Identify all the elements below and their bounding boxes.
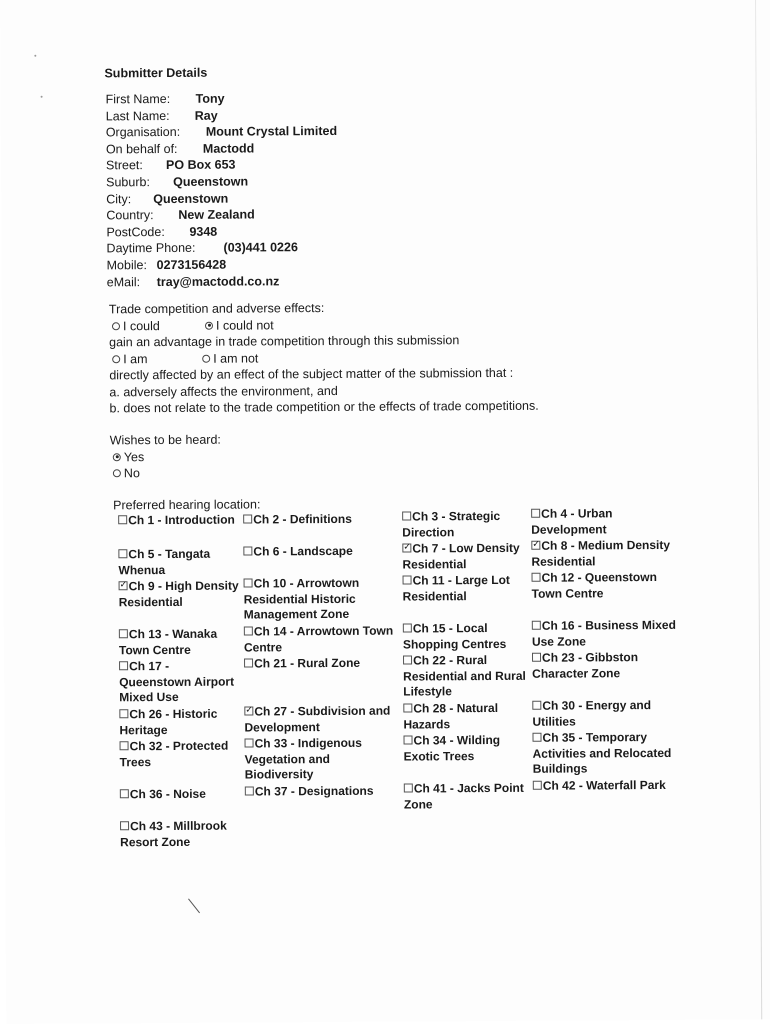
chapter-option[interactable] — [119, 627, 244, 659]
detail-row — [106, 140, 337, 158]
chapter-option[interactable] — [533, 778, 683, 794]
chapter-label: Ch 14 - Arrowtown Town Centre — [243, 623, 394, 655]
checkbox[interactable] — [402, 543, 411, 552]
chapter-option[interactable] — [403, 621, 531, 653]
radio-button[interactable] — [113, 453, 121, 461]
detail-value: Mount Crystal Limited — [205, 124, 338, 139]
detail-value: (03)441 0226 — [223, 240, 298, 255]
detail-row — [107, 272, 338, 290]
detail-row — [106, 90, 337, 108]
detail-value: tray@mactodd.co.nz — [156, 273, 280, 289]
detail-value: Queenstown — [153, 191, 229, 206]
chapter-option[interactable] — [119, 579, 244, 611]
detail-value: PO Box 653 — [165, 157, 236, 173]
heard-options — [110, 448, 221, 482]
chapter-label: Ch 22 - Rural Residential and Rural Lifestyle — [403, 653, 526, 699]
chapter-label: Ch 3 - Strategic Direction — [402, 508, 501, 540]
detail-row — [106, 223, 337, 241]
detail-label: Last Name: — [105, 108, 170, 123]
checkbox[interactable] — [531, 509, 540, 518]
chapter-option[interactable] — [403, 701, 531, 733]
detail-row — [106, 123, 337, 141]
radio-button[interactable] — [112, 322, 120, 330]
heard-title: Wishes to be heard: — [109, 432, 221, 448]
radio-button[interactable] — [202, 354, 210, 362]
directly-text: directly affected by an effect of the subject matter of the submission that : — [109, 365, 514, 383]
checkbox[interactable] — [532, 733, 541, 742]
chapter-label: Ch 27 - Subdivision and Development — [244, 703, 391, 735]
checkbox[interactable] — [119, 581, 128, 590]
chapter-option[interactable] — [243, 512, 393, 528]
checkbox[interactable] — [243, 514, 252, 523]
checkbox[interactable] — [243, 546, 252, 555]
chapter-option[interactable] — [402, 509, 530, 541]
checkbox[interactable] — [244, 626, 253, 635]
detail-value: Queenstown — [173, 174, 249, 189]
scan-edge — [755, 0, 762, 1019]
scan-speck — [34, 55, 36, 57]
checkbox[interactable] — [532, 653, 541, 662]
checkbox[interactable] — [531, 541, 540, 550]
radio-option[interactable] — [112, 350, 202, 367]
radio-label: I am not — [213, 350, 259, 366]
checkbox[interactable] — [403, 575, 412, 584]
detail-row — [106, 156, 337, 174]
chapter-option[interactable] — [244, 656, 394, 672]
checkbox[interactable] — [532, 621, 541, 630]
checkbox[interactable] — [533, 781, 542, 790]
radio-label: I could — [122, 318, 160, 333]
chapter-label: Ch 23 - Gibbston Character Zone — [532, 650, 639, 681]
chapter-option[interactable] — [531, 570, 681, 602]
chapter-label: Ch 21 - Rural Zone — [254, 655, 361, 671]
chapter-option[interactable] — [402, 541, 530, 573]
radio-button[interactable] — [205, 321, 213, 329]
checkbox[interactable] — [532, 701, 541, 710]
chapter-label: Ch 30 - Energy and Utilities — [532, 698, 652, 729]
detail-row — [106, 206, 337, 224]
checkbox[interactable] — [118, 549, 127, 558]
chapter-label: Ch 2 - Definitions — [253, 511, 352, 527]
checkbox[interactable] — [120, 821, 129, 830]
chapter-option[interactable] — [531, 506, 681, 538]
chapter-option[interactable] — [532, 730, 682, 777]
radio-option[interactable] — [205, 317, 274, 334]
chapter-option[interactable] — [531, 538, 686, 570]
detail-row — [106, 173, 337, 191]
detail-row — [106, 239, 337, 257]
detail-label: Street: — [105, 158, 143, 173]
checkbox[interactable] — [402, 511, 411, 520]
checkbox[interactable] — [119, 629, 128, 638]
detail-label: Mobile: — [106, 258, 147, 273]
chapter-label: Ch 34 - Wilding Exotic Trees — [403, 732, 501, 764]
detail-label: On behalf of: — [105, 141, 178, 157]
chapter-option[interactable] — [532, 618, 682, 650]
chapter-label: Ch 28 - Natural Hazards — [403, 700, 499, 732]
chapter-option[interactable] — [118, 513, 243, 529]
chapter-label: Ch 17 - Queenstown Airport Mixed Use — [119, 658, 235, 705]
detail-label: Daytime Phone: — [106, 241, 196, 256]
section-heading: Submitter Details — [104, 65, 208, 81]
chapter-label: Ch 6 - Landscape — [253, 543, 353, 559]
chapter-label: Ch 8 - Medium Density Residential — [531, 537, 671, 569]
chapter-label: Ch 33 - Indigenous Vegetation and Biodiversity — [244, 735, 362, 782]
detail-label: eMail: — [106, 274, 141, 289]
chapter-option[interactable] — [118, 547, 243, 579]
detail-label: Suburb: — [106, 175, 150, 190]
radio-label: I could not — [215, 317, 274, 333]
detail-value: Tony — [195, 91, 225, 106]
chapter-label: Ch 12 - Queenstown Town Centre — [531, 569, 657, 601]
chapter-option[interactable] — [244, 624, 394, 656]
checkbox[interactable] — [244, 578, 253, 587]
radio-button[interactable] — [112, 355, 120, 363]
checkbox[interactable] — [120, 741, 129, 750]
chapter-option[interactable] — [403, 653, 531, 700]
radio-option[interactable] — [113, 448, 221, 465]
point-a: a. adversely affects the environment, and — [109, 383, 338, 399]
detail-label: City: — [106, 191, 132, 206]
chapter-option[interactable] — [120, 739, 245, 771]
chapter-label: Ch 9 - High Density Residential — [118, 578, 239, 609]
chapter-label: Ch 35 - Temporary Activities and Relocated Buildings — [532, 730, 672, 776]
detail-label: Organisation: — [105, 125, 181, 140]
chapter-label: Ch 1 - Introduction — [128, 512, 235, 528]
checkbox[interactable] — [118, 515, 127, 524]
detail-value: Mactodd — [202, 141, 255, 156]
chapter-option[interactable] — [245, 784, 395, 800]
checkbox[interactable] — [244, 706, 253, 715]
checkbox[interactable] — [119, 661, 128, 670]
detail-row — [106, 107, 337, 125]
checkbox[interactable] — [532, 573, 541, 582]
checkbox[interactable] — [245, 786, 254, 795]
chapter-label: Ch 26 - Historic Heritage — [119, 706, 218, 737]
chapter-option[interactable] — [120, 787, 245, 803]
detail-row — [107, 256, 338, 274]
checkbox[interactable] — [403, 703, 412, 712]
detail-row — [106, 190, 337, 208]
chapter-label: Ch 16 - Business Mixed Use Zone — [531, 617, 676, 649]
chapter-option[interactable] — [243, 544, 393, 560]
chapter-label: Ch 42 - Waterfall Park — [542, 777, 666, 793]
chapter-label: Ch 43 - Millbrook Resort Zone — [120, 818, 227, 849]
detail-value: New Zealand — [178, 207, 255, 223]
detail-value: 0273156428 — [156, 257, 227, 272]
chapter-option[interactable] — [532, 650, 682, 682]
checkbox[interactable] — [120, 789, 129, 798]
chapter-label: Ch 15 - Local Shopping Centres — [402, 621, 507, 652]
radio-label: I am — [123, 351, 148, 366]
chapter-label: Ch 13 - Wanaka Town Centre — [118, 626, 218, 657]
hearing-location-label: Preferred hearing location: — [113, 497, 261, 513]
chapter-label: Ch 10 - Arrowtown Residential Historic Management Zone — [243, 575, 360, 622]
chapter-option[interactable] — [245, 736, 395, 783]
checkbox[interactable] — [404, 783, 413, 792]
chapter-option[interactable] — [403, 573, 531, 605]
trade-title: Trade competition and adverse effects: — [108, 301, 325, 317]
gain-text: gain an advantage in trade competition through this submission — [109, 333, 460, 350]
detail-label: PostCode: — [106, 224, 165, 240]
chapter-option[interactable] — [244, 576, 394, 623]
detail-value: Ray — [194, 108, 218, 123]
chapter-label: Ch 37 - Designations — [254, 783, 374, 799]
radio-option[interactable] — [202, 350, 258, 367]
radio-label: Yes — [123, 449, 145, 464]
chapter-option[interactable] — [532, 698, 682, 730]
checkbox[interactable] — [403, 655, 412, 664]
chapter-label: Ch 7 - Low Density Residential — [402, 540, 520, 572]
radio-option[interactable] — [112, 317, 205, 334]
radio-label: No — [123, 466, 140, 481]
chapter-option[interactable] — [120, 819, 245, 851]
chapter-label: Ch 36 - Noise — [129, 786, 206, 802]
wishes-to-be-heard-block — [110, 432, 221, 482]
scan-speck — [41, 96, 43, 98]
chapter-option[interactable] — [403, 733, 531, 765]
chapter-option[interactable] — [404, 781, 532, 813]
detail-label: Country: — [106, 208, 154, 223]
radio-option[interactable] — [113, 465, 221, 482]
point-b: b. does not relate to the trade competition or the effects of trade competitions. — [109, 398, 539, 416]
detail-value: 9348 — [189, 224, 218, 239]
trade-competition-block — [109, 299, 539, 417]
chapter-label: Ch 32 - Protected Trees — [119, 738, 229, 769]
checkbox[interactable] — [245, 738, 254, 747]
checkbox[interactable] — [119, 709, 128, 718]
chapter-label: Ch 4 - Urban Development — [531, 506, 613, 537]
chapter-option[interactable] — [244, 704, 394, 736]
radio-button[interactable] — [113, 469, 121, 477]
chapter-label: Ch 11 - Large Lot Residential — [402, 572, 510, 604]
chapter-label: Ch 5 - Tangata Whenua — [118, 546, 211, 577]
checkbox[interactable] — [244, 658, 253, 667]
checkbox[interactable] — [404, 735, 413, 744]
chapter-option[interactable] — [119, 707, 244, 739]
submitter-details — [106, 90, 338, 291]
detail-label: First Name: — [105, 91, 171, 107]
chapter-option[interactable] — [119, 659, 244, 706]
pen-mark — [188, 898, 200, 913]
checkbox[interactable] — [403, 623, 412, 632]
chapter-label: Ch 41 - Jacks Point Zone — [403, 780, 524, 812]
